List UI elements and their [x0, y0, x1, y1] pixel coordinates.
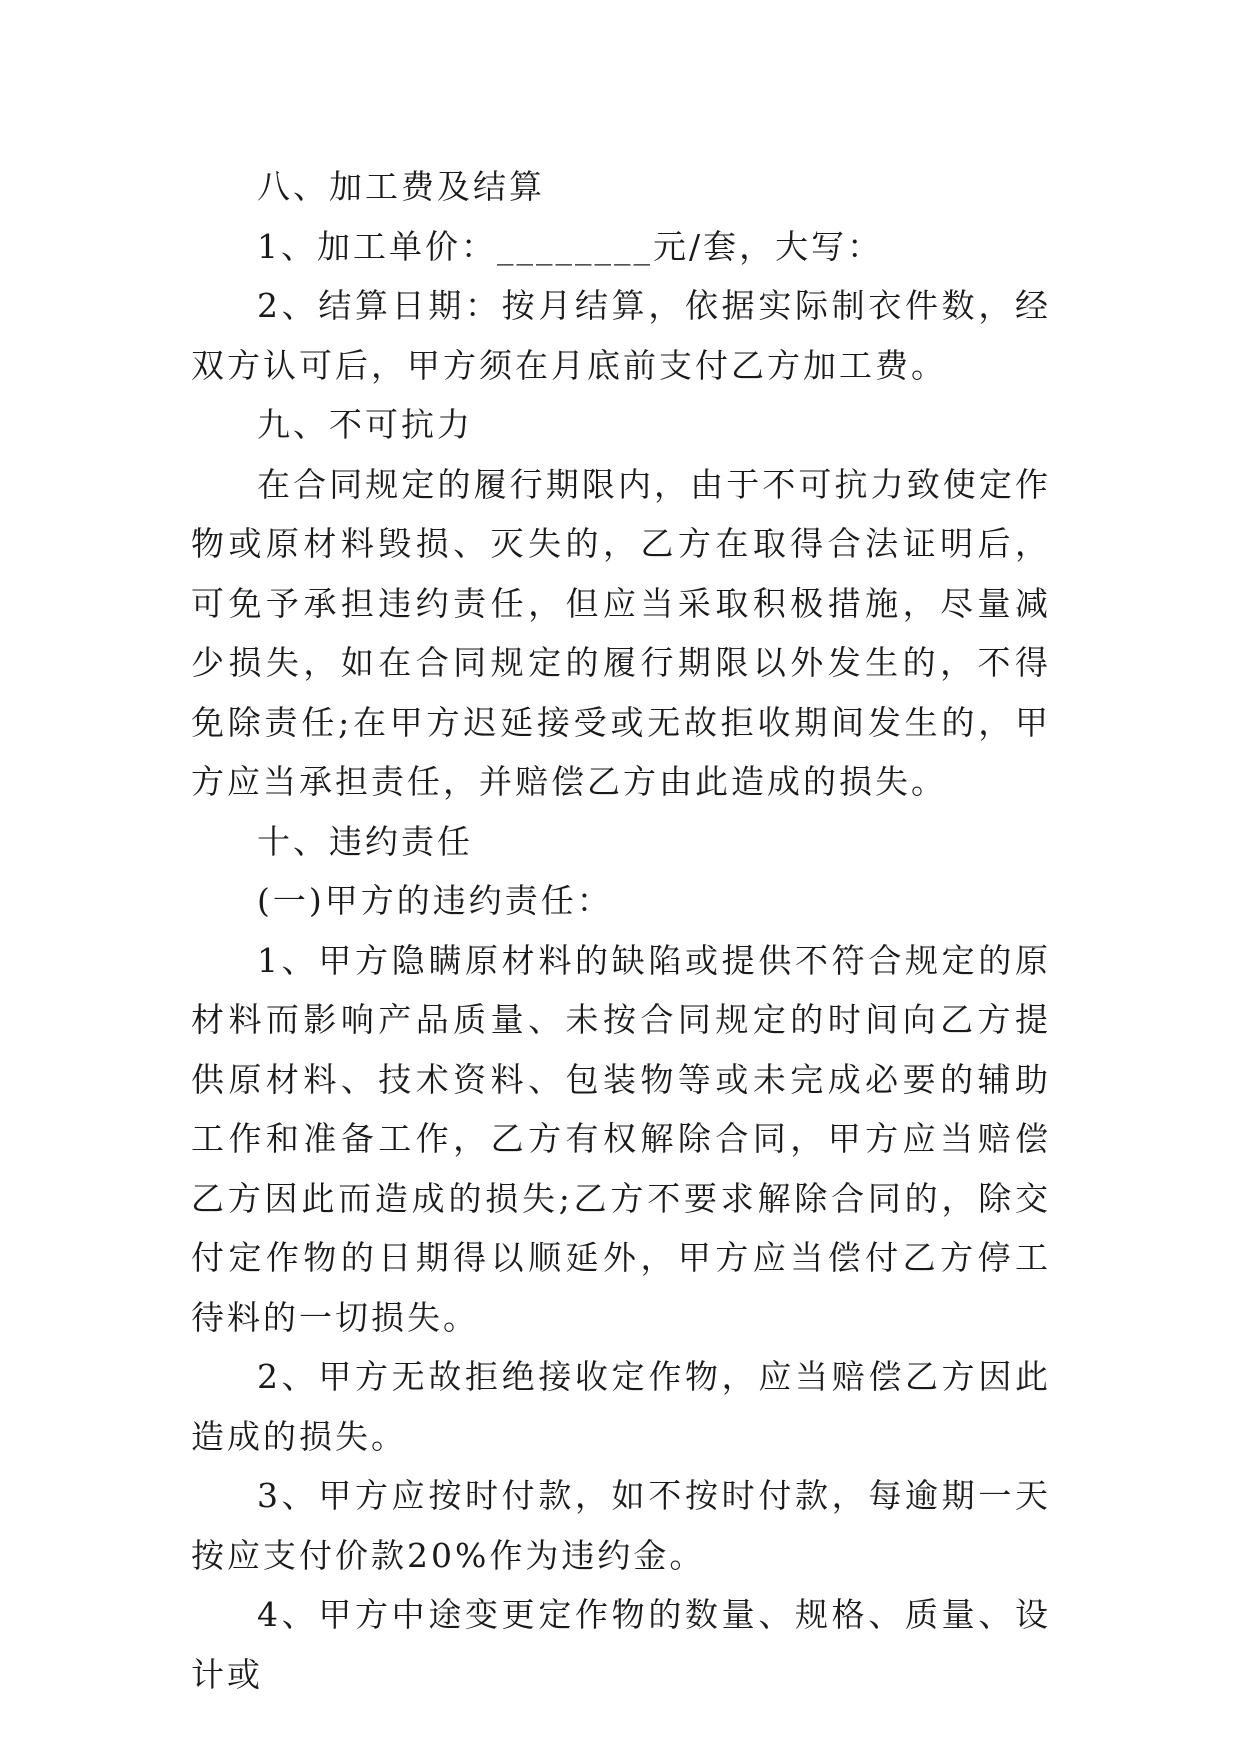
clause-liability-3: 3、甲方应按时付款，如不按时付款，每逾期一天按应支付价款20%作为违约金。 [191, 1476, 1051, 1575]
document-body [191, 157, 1051, 1704]
clause-liability-4: 4、甲方中途变更定作物的数量、规格、质量、设计或 [191, 1595, 1051, 1694]
clause-settlement-date: 2、结算日期：按月结算，依据实际制衣件数，经双方认可后，甲方须在月底前支付乙方加工费。 [191, 286, 1051, 385]
clause-force-majeure: 在合同规定的履行期限内，由于不可抗力致使定作物或原材料毁损、灭失的，乙方在取得合法证明后，可免予承担违约责任，但应当采取积极措施，尽量减少损失，如在合同规定的履行期限以外发生的，不得免除责任;在甲方迟延接受或无故拒收期间发生的，甲方应当承担责任，并赔偿乙方由此造成的损失。 [191, 464, 1051, 801]
clause-liability-2: 2、甲方无故拒绝接收定作物，应当赔偿乙方因此造成的损失。 [191, 1357, 1051, 1456]
section-heading-processing-fee: 八、加工费及结算 [257, 167, 545, 206]
section-heading-force-majeure: 九、不可抗力 [257, 405, 473, 444]
section-heading-liability: 十、违约责任 [257, 821, 473, 861]
clause-unit-price: 1、加工单价：________元/套，大写： [257, 226, 884, 266]
clause-liability-1: 1、甲方隐瞒原材料的缺陷或提供不符合规定的原材料而影响产品质量、未按合同规定的时间向乙方提供原材料、技术资料、包装物等或未完成必要的辅助工作和准备工作，乙方有权解除合同，甲方应当赔偿乙方因此而造成的损失;乙方不要求解除合同的，除交付定作物的日期得以顺延外，甲方应当偿付乙方停工待料的一切损失。 [191, 940, 1051, 1337]
subsection-heading-party-a-liability: (一)甲方的违约责任： [257, 881, 613, 920]
